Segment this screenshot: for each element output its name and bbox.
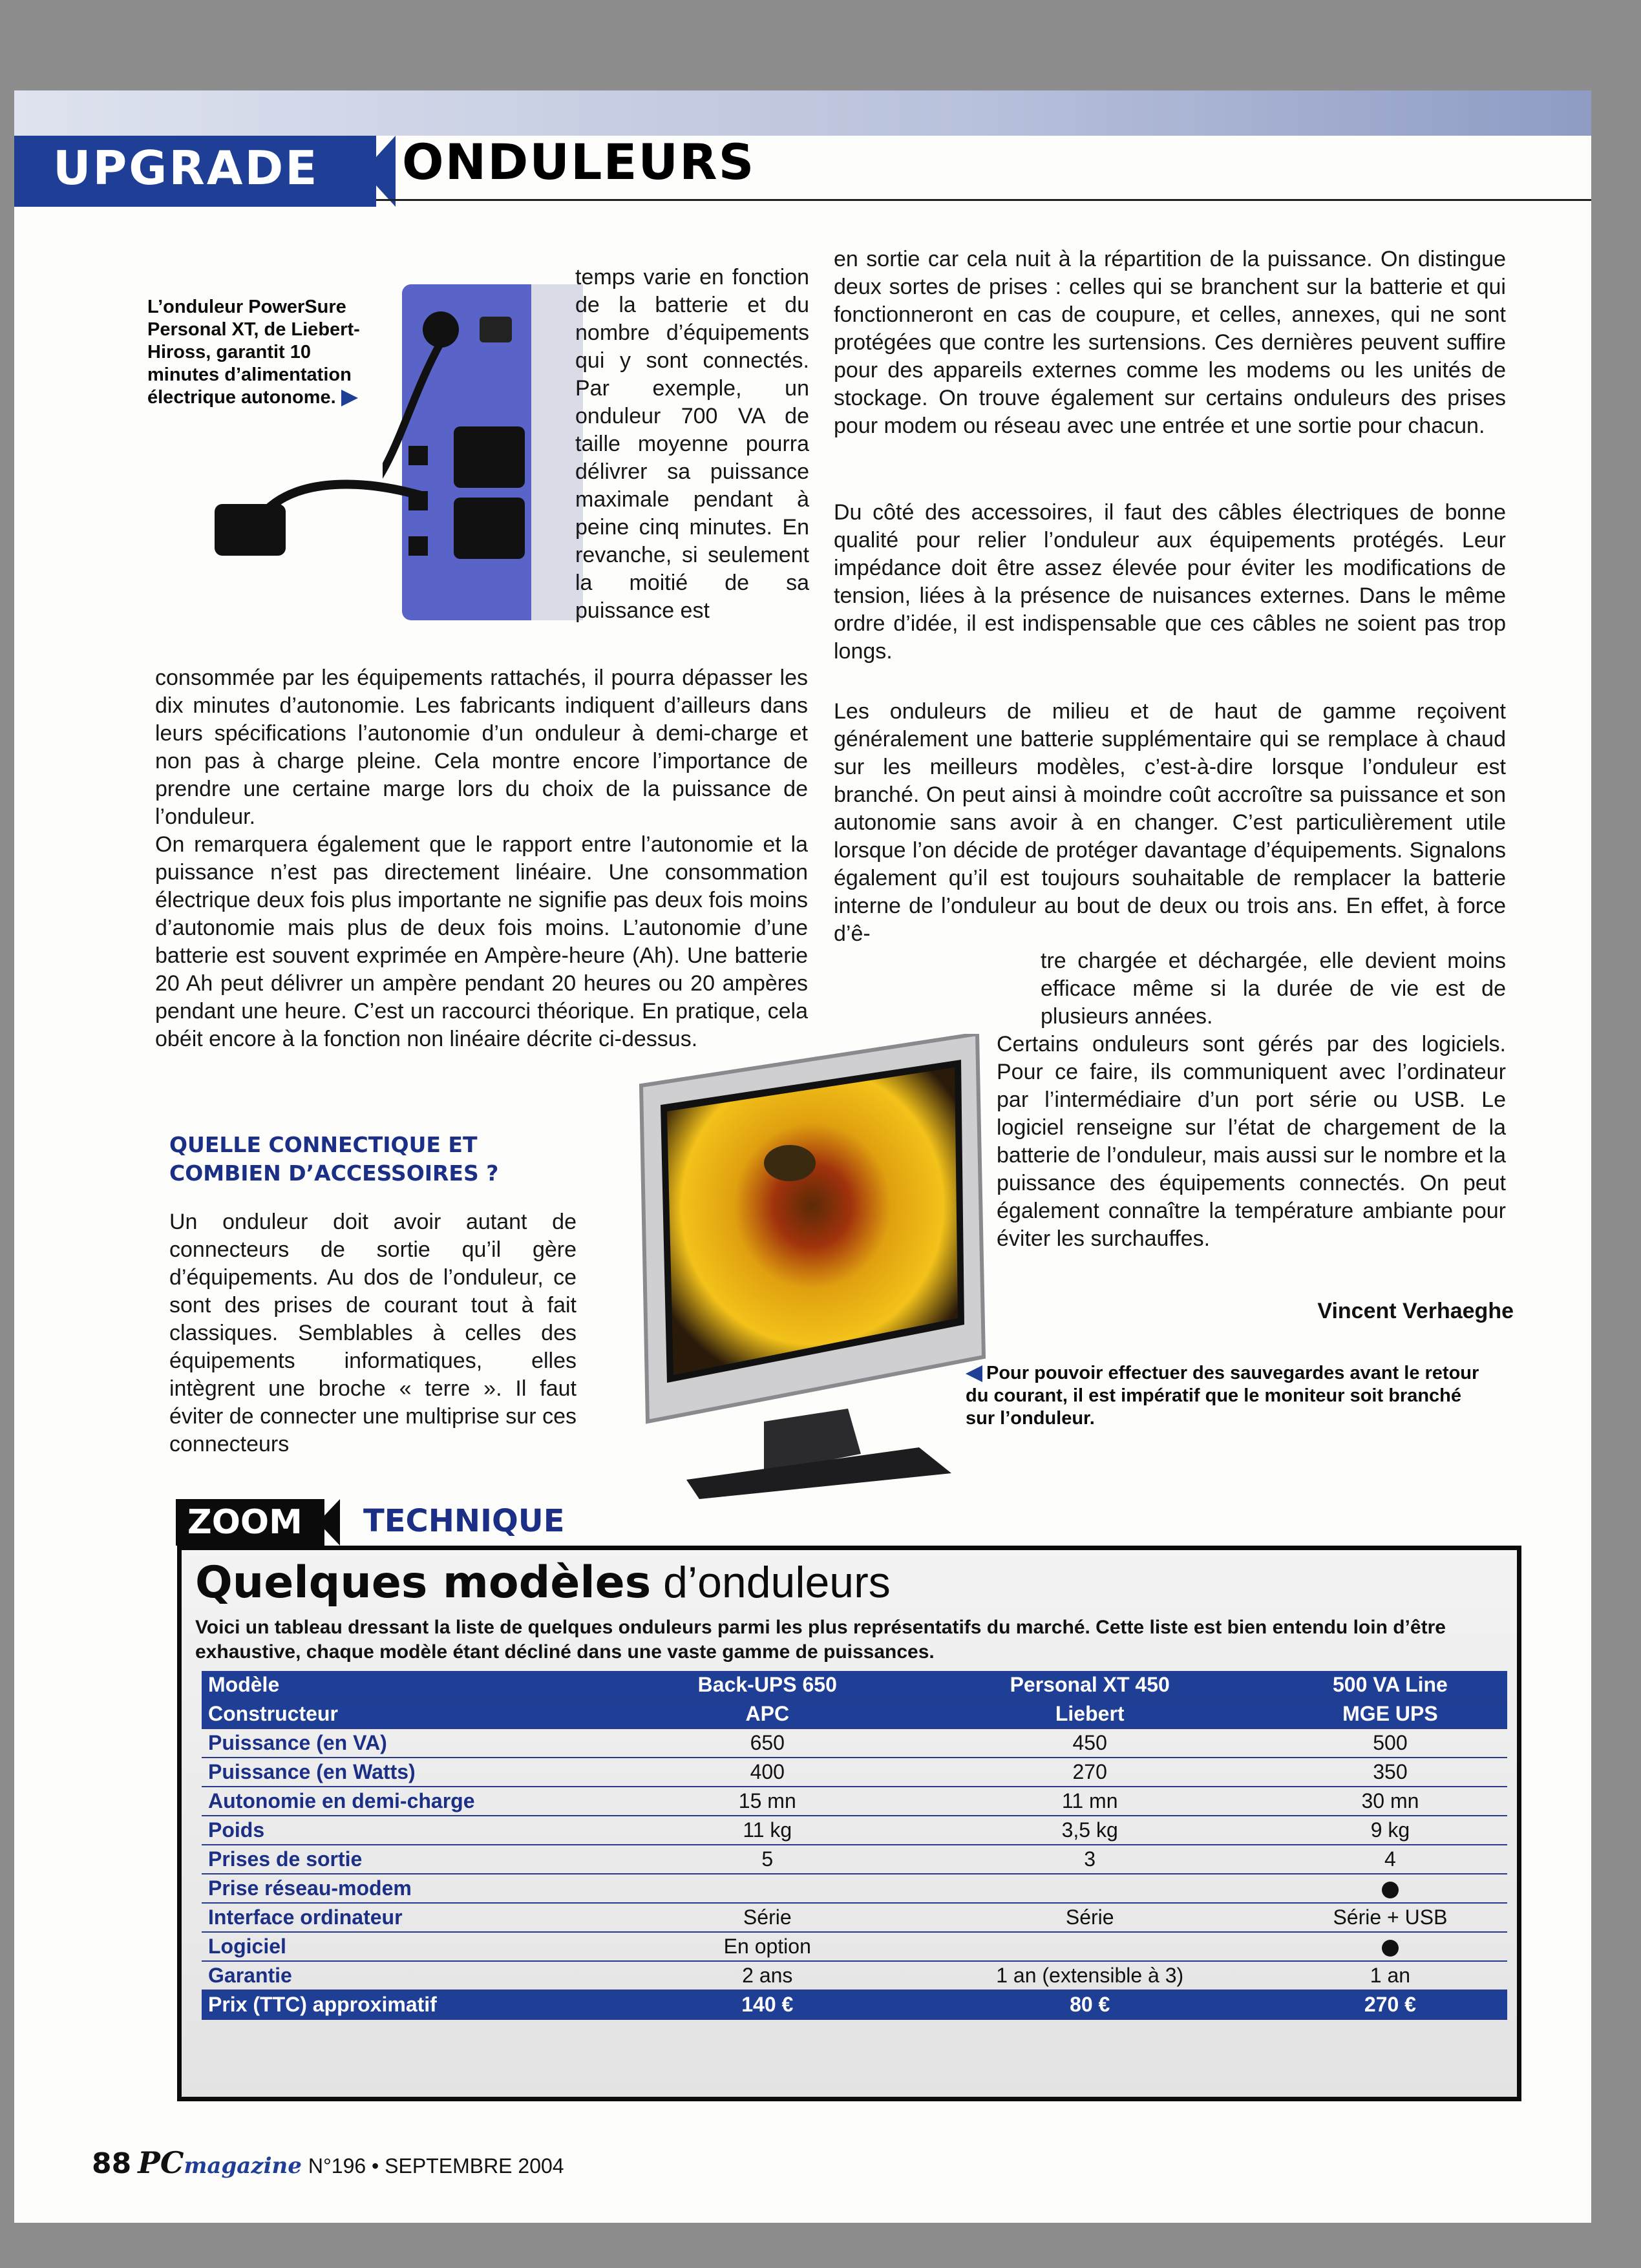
- table-cell: 80 €: [907, 1990, 1273, 2019]
- table-row: [202, 1699, 1507, 1728]
- zoom-label: ZOOM: [176, 1499, 324, 1546]
- table-cell: 3: [907, 1845, 1273, 1874]
- table-cell: 140 €: [628, 1990, 907, 2019]
- table-row: [202, 1903, 1507, 1932]
- article-subhead: QUELLE CONNECTIQUE ET COMBIEN D’ACCESSOIRES ?: [169, 1132, 499, 1186]
- article-col2-p3b: tre chargée et déchargée, elle devient moins efficace même si la durée de vie est de plusieurs années.: [1041, 949, 1506, 1029]
- article-col2-p4: Certains onduleurs sont gérés par des logiciels. Pour ce faire, ils communiquent avec l’ordinateur par l’intermédiaire d’un port série ou USB. Le logiciel renseigne sur l’état de chargement de la batterie de l’onduleur, mais aussi sur le nombre et la puissance des équipements connectés. On peut également connaître la température ambiante pour éviter les surchauffes.: [997, 1032, 1506, 1251]
- row-label: Prises de sortie: [202, 1845, 628, 1874]
- zoom-technique-label: TECHNIQUE: [363, 1503, 565, 1539]
- monitor-photo: [615, 1034, 1016, 1499]
- table-cell: 5: [628, 1845, 907, 1874]
- table-row: [202, 1816, 1507, 1845]
- top-band: [14, 90, 1591, 136]
- article-col1-top: temps varie en fonction de la batterie et du nombre d’équipements qui y sont connectés. Par exemple, un onduleur 700 VA de taille moyenne pourra délivrer sa puissance maximale pendant à peine cinq minutes. En revanche, si seulement la moitié de sa puissance est: [575, 265, 809, 623]
- ups-caption: [147, 296, 380, 409]
- table-cell: Liebert: [907, 1699, 1273, 1728]
- article-col1-p2: On remarquera également que le rapport entre l’autonomie et la puissance n’est pas directement linéaire. Une consommation électrique deux fois plus importante ne signifie pas deux fois moins d’autonomie mais plus de deux fois moins. L’autonomie d’une batterie est souvent exprimée en Ampère-heure (Ah). Une batterie 20 Ah peut délivrer un ampère pendant 20 heures ou 20 ampères pendant une heure. C’est un raccourci théorique. En pratique, cela obéit encore à la fonction non linéaire décrite ci-dessus.: [155, 832, 808, 1051]
- table-cell: [628, 1874, 907, 1903]
- row-label: Prix (TTC) approximatif: [202, 1990, 628, 2019]
- table-cell: En option: [628, 1932, 907, 1961]
- dot-icon: [1382, 1940, 1399, 1957]
- table-row: [202, 1932, 1507, 1961]
- ups-caption-text: L’onduleur PowerSure Personal XT, de Liebert-Hiross, garantit 10 minutes d’alimentation électrique autonome.: [147, 297, 360, 408]
- table-row: [202, 1990, 1507, 2019]
- kicker-chevron: [363, 136, 396, 207]
- table-cell: 2 ans: [628, 1961, 907, 1990]
- arrow-right-icon: [341, 390, 358, 406]
- table-cell: 400: [628, 1758, 907, 1787]
- zoom-title: [195, 1557, 891, 1608]
- row-label: Garantie: [202, 1961, 628, 1990]
- table-cell: [1273, 1874, 1507, 1903]
- dot-icon: [1382, 1882, 1399, 1898]
- arrow-left-icon: [966, 1365, 982, 1382]
- row-label: Logiciel: [202, 1932, 628, 1961]
- table-row: [202, 1671, 1507, 1699]
- row-label: Puissance (en Watts): [202, 1758, 628, 1787]
- byline: Vincent Verhaeghe: [1317, 1299, 1514, 1323]
- logo-pc: PC: [138, 2145, 184, 2180]
- table-cell: 11 mn: [907, 1787, 1273, 1816]
- row-label: Prise réseau-modem: [202, 1874, 628, 1903]
- zoom-chevron: [318, 1499, 340, 1546]
- row-label: Poids: [202, 1816, 628, 1845]
- article-col1-p3: Un onduleur doit avoir autant de connecteurs de sortie qu’il gère d’équipements. Au dos de l’onduleur, ce sont des prises de courant tout à fait classiques. Semblables à celles des équipements informatiques, elles intègrent une broche « terre ». Il faut éviter de connecter une multiprise sur ces connecteurs: [169, 1210, 577, 1456]
- article-col2-p1: en sortie car cela nuit à la répartition de la puissance. On distingue deux sortes de prises : celles qui se branchent sur la batterie et qui fonctionneront en cas de coupure, et celles, annexes, qui ne sont protégées que contre les surtensions. Ces dernières peuvent suffire pour des appareils externes comme les modems ou les unités de stockage. On trouve également sur certains onduleurs des prises pour modem ou réseau avec une entrée et une sortie pour chacun.: [834, 247, 1506, 438]
- page-number: 88: [92, 2147, 132, 2180]
- models-table: [202, 1671, 1507, 2020]
- article-col1-p2-wide: [155, 831, 808, 1053]
- table-cell: Back-UPS 650: [628, 1671, 907, 1699]
- table-cell: 270: [907, 1758, 1273, 1787]
- table-row: [202, 1845, 1507, 1874]
- monitor-caption: [966, 1362, 1483, 1430]
- monitor-caption-text: Pour pouvoir effectuer des sauvegardes avant le retour du courant, il est impératif que le moniteur soit branché sur l’onduleur.: [966, 1363, 1479, 1429]
- section-title: ONDULEURS: [402, 133, 756, 191]
- table-row: [202, 1961, 1507, 1990]
- article-col2-p2: Du côté des accessoires, il faut des câbles électriques de bonne qualité pour relier l’onduleur aux équipements protégés. Leur impédance doit être assez élevée pour éviter les modifications de tension, liées à la présence de nuisances externes. Dans le même ordre d’idée, il est indispensable que ces câbles ne soient pas trop longs.: [834, 500, 1506, 664]
- table-cell: [907, 1874, 1273, 1903]
- table-cell: 450: [907, 1728, 1273, 1758]
- table-cell: 500: [1273, 1728, 1507, 1758]
- section-kicker: UPGRADE: [53, 141, 319, 195]
- table-cell: 11 kg: [628, 1816, 907, 1845]
- table-cell: 30 mn: [1273, 1787, 1507, 1816]
- row-label: Autonomie en demi-charge: [202, 1787, 628, 1816]
- table-cell: Série: [628, 1903, 907, 1932]
- zoom-intro: Voici un tableau dressant la liste de quelques onduleurs parmi les plus représentatifs du marché. Cette liste est bien entendu loin d’être exhaustive, chaque modèle étant décliné dans une vaste gamme de puissances.: [195, 1617, 1446, 1663]
- table-cell: 9 kg: [1273, 1816, 1507, 1845]
- row-label: Constructeur: [202, 1699, 628, 1728]
- table-cell: 270 €: [1273, 1990, 1507, 2019]
- table-cell: 350: [1273, 1758, 1507, 1787]
- logo-magazine: magazine: [184, 2153, 302, 2179]
- table-cell: [907, 1932, 1273, 1961]
- table-cell: [1273, 1932, 1507, 1961]
- header-rule: [376, 199, 1591, 201]
- row-label: Puissance (en VA): [202, 1728, 628, 1758]
- power-cable-photo: [208, 452, 428, 569]
- page-footer: [92, 2145, 564, 2180]
- magazine-logo: [138, 2145, 302, 2180]
- table-cell: 3,5 kg: [907, 1816, 1273, 1845]
- table-cell: 650: [628, 1728, 907, 1758]
- table-cell: Série: [907, 1903, 1273, 1932]
- article-col1-p1: consommée par les équipements rattachés, il pourra dépasser les dix minutes d’autonomie. Les fabricants indiquent d’ailleurs dans leurs spécifications l’autonomie d’un onduleur à demi-charge et non pas à charge pleine. Cela montre encore l’importance de prendre une certaine marge lors du choix de la puissance de l’onduleur.: [155, 666, 808, 829]
- table-cell: 1 an: [1273, 1961, 1507, 1990]
- table-row: [202, 1874, 1507, 1903]
- table-cell: 500 VA Line: [1273, 1671, 1507, 1699]
- zoom-title-rest: d’onduleurs: [651, 1558, 891, 1607]
- table-cell: 1 an (extensible à 3): [907, 1961, 1273, 1990]
- table-cell: MGE UPS: [1273, 1699, 1507, 1728]
- table-cell: APC: [628, 1699, 907, 1728]
- table-cell: Personal XT 450: [907, 1671, 1273, 1699]
- table-cell: Série + USB: [1273, 1903, 1507, 1932]
- row-label: Modèle: [202, 1671, 628, 1699]
- table-row: [202, 1758, 1507, 1787]
- article-col2-p3: Les onduleurs de milieu et de haut de gamme reçoivent généralement une batterie supplémentaire qui se remplace à chaud sur les meilleurs modèles, c’est-à-dire lorsque l’onduleur est branché. On peut ainsi à moindre coût accroître sa puissance et son autonomie sans avoir à en changer. C’est particulièrement utile lorsque l’on décide de protéger davantage d’équipements. Signalons également qu’il est toujours souhaitable de remplacer la batterie interne de l’onduleur au bout de deux ou trois ans. En effet, à force d’ê-: [834, 699, 1506, 946]
- table-cell: 15 mn: [628, 1787, 907, 1816]
- table-row: [202, 1728, 1507, 1758]
- issue-info: N°196 • SEPTEMBRE 2004: [308, 2154, 564, 2178]
- table-row: [202, 1787, 1507, 1816]
- table-cell: 4: [1273, 1845, 1507, 1874]
- zoom-title-bold: Quelques modèles: [195, 1557, 651, 1608]
- row-label: Interface ordinateur: [202, 1903, 628, 1932]
- magazine-page: [14, 90, 1591, 2223]
